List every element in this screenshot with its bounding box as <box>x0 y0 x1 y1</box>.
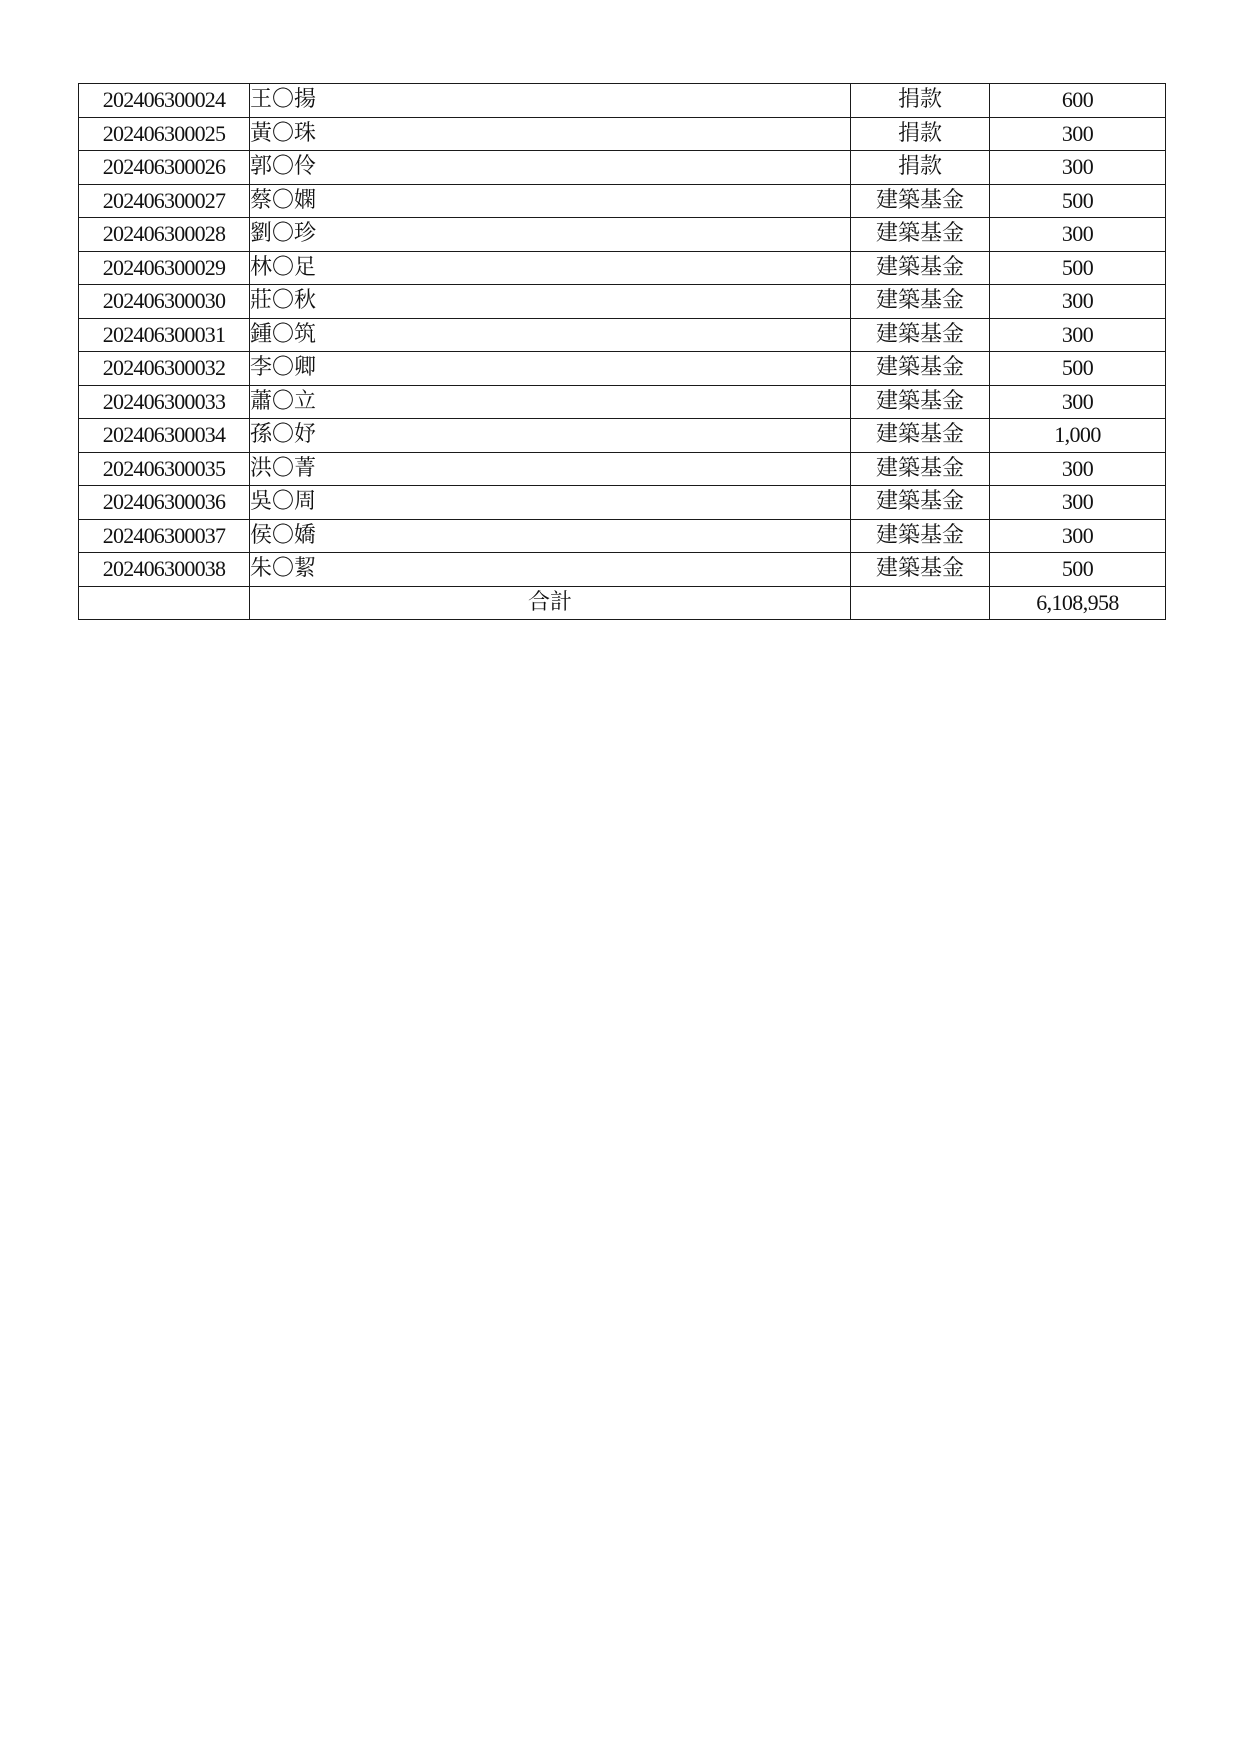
donation-type: 建築基金 <box>851 452 990 486</box>
donation-amount: 300 <box>990 218 1166 252</box>
table-row <box>79 486 1166 520</box>
receipt-number: 202406300031 <box>79 318 250 352</box>
donor-name: 朱〇絜 <box>250 553 851 587</box>
donor-name: 侯〇嬌 <box>250 519 851 553</box>
receipt-number: 202406300029 <box>79 251 250 285</box>
ledger-body <box>79 84 1166 620</box>
donation-amount: 500 <box>990 352 1166 386</box>
table-row <box>79 553 1166 587</box>
receipt-number: 202406300034 <box>79 419 250 453</box>
donation-type: 建築基金 <box>851 218 990 252</box>
total-empty-cell <box>851 586 990 619</box>
donor-name: 蔡〇嫻 <box>250 184 851 218</box>
donation-type: 建築基金 <box>851 486 990 520</box>
table-row <box>79 151 1166 185</box>
donor-name: 吳〇周 <box>250 486 851 520</box>
receipt-number: 202406300033 <box>79 385 250 419</box>
donation-amount: 600 <box>990 84 1166 118</box>
table-row <box>79 519 1166 553</box>
donor-name: 劉〇珍 <box>250 218 851 252</box>
donation-amount: 500 <box>990 184 1166 218</box>
donation-amount: 300 <box>990 151 1166 185</box>
donation-type: 建築基金 <box>851 318 990 352</box>
receipt-number: 202406300030 <box>79 285 250 319</box>
table-row <box>79 251 1166 285</box>
table-row <box>79 318 1166 352</box>
donation-type: 建築基金 <box>851 553 990 587</box>
table-row <box>79 452 1166 486</box>
donation-amount: 500 <box>990 553 1166 587</box>
donation-type: 建築基金 <box>851 519 990 553</box>
receipt-number: 202406300037 <box>79 519 250 553</box>
donor-name: 莊〇秋 <box>250 285 851 319</box>
donation-type: 建築基金 <box>851 251 990 285</box>
donation-type: 建築基金 <box>851 352 990 386</box>
donation-type: 捐款 <box>851 117 990 151</box>
receipt-number: 202406300028 <box>79 218 250 252</box>
donor-name: 洪〇菁 <box>250 452 851 486</box>
donor-name: 蕭〇立 <box>250 385 851 419</box>
table-row <box>79 352 1166 386</box>
donation-type: 捐款 <box>851 151 990 185</box>
donation-type: 捐款 <box>851 84 990 118</box>
receipt-number: 202406300038 <box>79 553 250 587</box>
donor-name: 鍾〇筑 <box>250 318 851 352</box>
receipt-number: 202406300026 <box>79 151 250 185</box>
receipt-number: 202406300027 <box>79 184 250 218</box>
table-row <box>79 218 1166 252</box>
table-row <box>79 385 1166 419</box>
total-amount: 6,108,958 <box>990 586 1166 619</box>
table-row <box>79 419 1166 453</box>
donation-type: 建築基金 <box>851 184 990 218</box>
donor-name: 王〇揚 <box>250 84 851 118</box>
donation-amount: 1,000 <box>990 419 1166 453</box>
receipt-number: 202406300025 <box>79 117 250 151</box>
receipt-number: 202406300024 <box>79 84 250 118</box>
total-label: 合計 <box>250 586 851 619</box>
table-row <box>79 84 1166 118</box>
donor-name: 李〇卿 <box>250 352 851 386</box>
donor-name: 林〇足 <box>250 251 851 285</box>
donation-ledger-table <box>78 83 1166 620</box>
donation-type: 建築基金 <box>851 419 990 453</box>
donor-name: 郭〇伶 <box>250 151 851 185</box>
donation-amount: 300 <box>990 285 1166 319</box>
donation-amount: 300 <box>990 117 1166 151</box>
donation-amount: 300 <box>990 486 1166 520</box>
donor-name: 黃〇珠 <box>250 117 851 151</box>
donation-type: 建築基金 <box>851 285 990 319</box>
receipt-number: 202406300032 <box>79 352 250 386</box>
donation-amount: 300 <box>990 318 1166 352</box>
donation-amount: 500 <box>990 251 1166 285</box>
receipt-number: 202406300036 <box>79 486 250 520</box>
total-row <box>79 586 1166 619</box>
donor-name: 孫〇妤 <box>250 419 851 453</box>
table-row <box>79 184 1166 218</box>
receipt-number: 202406300035 <box>79 452 250 486</box>
table-row <box>79 285 1166 319</box>
donation-type: 建築基金 <box>851 385 990 419</box>
donation-amount: 300 <box>990 519 1166 553</box>
donation-amount: 300 <box>990 452 1166 486</box>
donation-amount: 300 <box>990 385 1166 419</box>
total-empty-cell <box>79 586 250 619</box>
table-row <box>79 117 1166 151</box>
